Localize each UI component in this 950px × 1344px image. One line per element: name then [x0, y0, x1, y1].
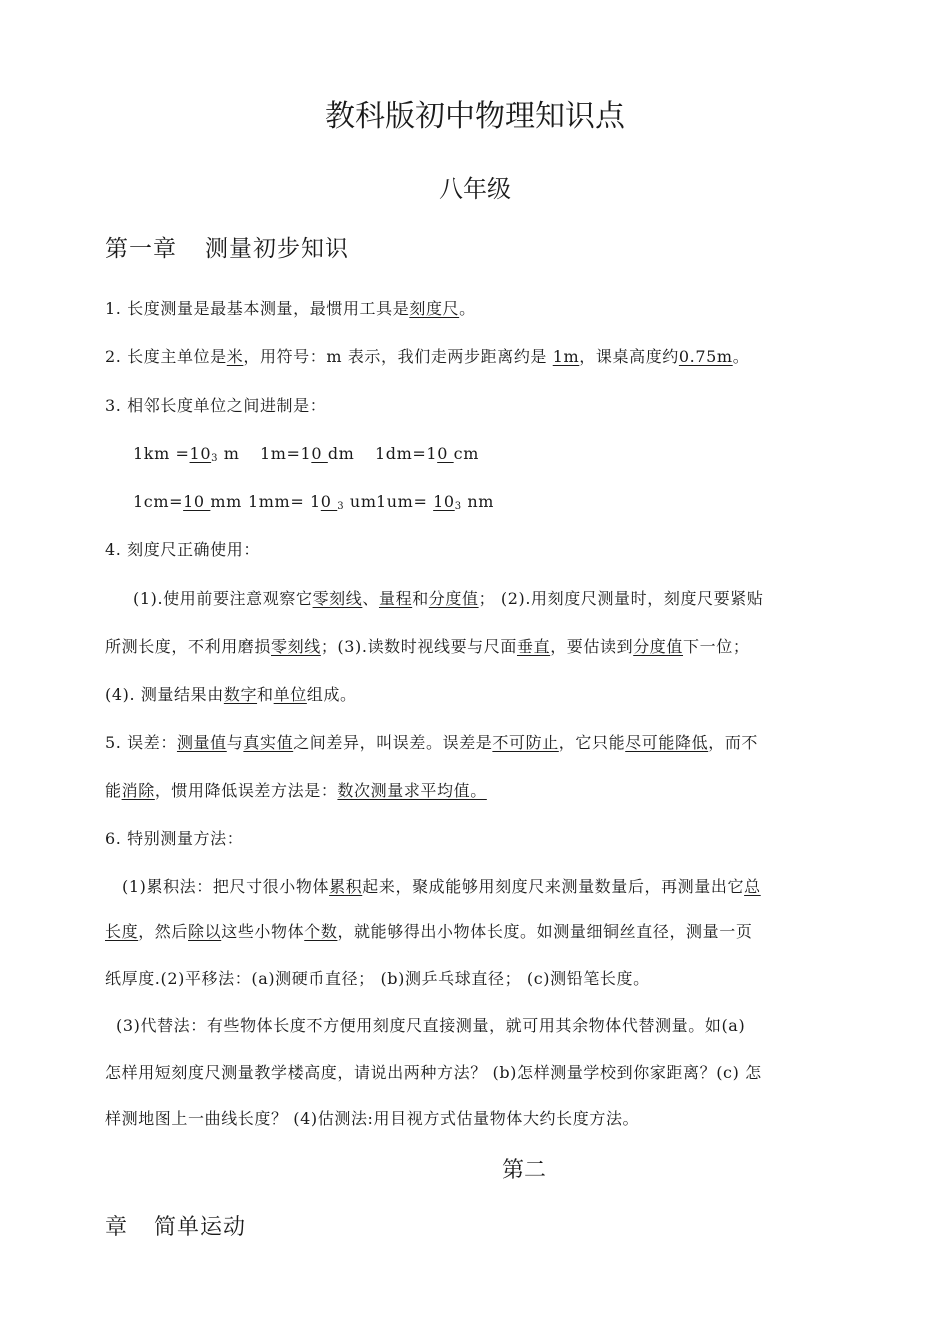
blank-answer: 数字: [223, 685, 258, 704]
chapter-2-heading-continued: [105, 1212, 246, 1244]
conversion-um-nm: [376, 490, 494, 519]
chapter-name: 测量初步知识: [205, 236, 349, 262]
item-1: [105, 297, 476, 321]
conversion-km-m: [133, 442, 260, 471]
text: 。: [732, 347, 750, 366]
text: mm: [210, 492, 242, 511]
conversion-m-dm: [260, 442, 375, 466]
exponent: 3: [454, 501, 462, 512]
text: nm: [461, 492, 495, 511]
text: (4). 测量结果由: [105, 685, 224, 704]
exponent: 3: [337, 501, 345, 512]
text: 1. 长度测量是最基本测量，最惯用工具是: [105, 299, 410, 318]
item-5-line-2: [105, 779, 487, 803]
blank-answer: 刻度尺: [409, 299, 460, 318]
blank-answer: 不可防止: [492, 733, 559, 752]
item-6-line-1: [122, 875, 761, 899]
text: (1).使用前要注意观察它: [133, 589, 313, 608]
unit-conversions-row-2: [133, 490, 494, 519]
text: ； (2).用刻度尺测量时，刻度尺要紧贴: [478, 589, 764, 608]
item-4-line-2: [105, 635, 749, 659]
text: 1cm=: [133, 492, 184, 511]
blank-answer: 个数: [304, 922, 338, 941]
blank-answer: 累积: [329, 877, 363, 896]
text: ，而不: [708, 733, 759, 752]
blank-answer: 米: [226, 347, 244, 366]
text: (1)累积法：把尺寸很小物体: [122, 877, 330, 896]
text: 4. 刻度尺正确使用：: [105, 540, 260, 559]
text: 1mm= 1: [248, 492, 321, 511]
text: 起来，聚成能够用刻度尺来测量数量后，再测量出它: [362, 877, 745, 896]
text: ，用符号：m 表示，我们走两步距离约是: [243, 347, 553, 366]
text: 2. 长度主单位是: [105, 347, 227, 366]
blank-answer: 分度值: [633, 637, 684, 656]
blank-answer: 零刻线: [312, 589, 363, 608]
chapter-1-heading: [105, 232, 349, 266]
text: 5. 误差：: [105, 733, 177, 752]
conversion-dm-cm: [375, 442, 479, 466]
blank-answer: 总: [744, 877, 761, 896]
blank-answer: 10: [189, 444, 212, 463]
chapter-number: 第一章: [105, 236, 177, 262]
item-6: [105, 827, 243, 851]
text: 1dm=1: [375, 444, 438, 463]
blank-answer: 0.75m: [678, 347, 733, 366]
item-3: [105, 394, 326, 418]
doc-title: 教科版初中物理知识点: [325, 99, 625, 134]
item-6-line-5: [105, 1061, 762, 1085]
text: 3. 相邻长度单位之间进制是：: [105, 396, 327, 415]
chapter-2-heading-part: 第二: [502, 1158, 547, 1183]
item-4-line-1: [133, 587, 763, 611]
grade-heading: 八年级: [439, 175, 511, 203]
text: ，然后: [138, 922, 189, 941]
text: ；(3).读数时视线要与尺面: [320, 637, 517, 656]
blank-answer: 测量值: [176, 733, 227, 752]
text: 与: [226, 733, 244, 752]
blank-answer: 10: [183, 492, 211, 511]
text: ，它只能: [558, 733, 626, 752]
text: 能: [105, 781, 122, 800]
blank-answer: 单位: [273, 685, 307, 704]
text: 1km =: [133, 444, 190, 463]
text: 下一位；: [683, 637, 750, 656]
text: 6. 特别测量方法：: [105, 829, 244, 848]
text: ，要估读到: [550, 637, 634, 656]
text: 1m=1: [260, 444, 312, 463]
item-6-line-6: [105, 1107, 639, 1131]
text: m: [218, 444, 240, 463]
text: cm: [453, 444, 479, 463]
chapter-name: 简单运动: [154, 1215, 247, 1240]
item-6-line-2: [105, 920, 752, 944]
blank-answer: 垂直: [516, 637, 551, 656]
text: 纸厚度.(2)平移法：(a)测硬币直径； (b)测乒乓球直径； (c)测铅笔长度。: [105, 969, 650, 988]
blank-answer: 数次测量求平均值。: [337, 781, 487, 800]
blank-answer: 0: [320, 492, 338, 511]
text: (3)代替法：有些物体长度不方便用刻度尺直接测量，就可用其余物体代替测量。如(a): [116, 1016, 746, 1035]
text: ，课桌高度约: [579, 347, 679, 366]
blank-answer: 量程: [378, 589, 413, 608]
text: 组成。: [306, 685, 357, 704]
blank-answer: 1m: [552, 347, 580, 366]
text: ，就能够得出小物体长度。如测量细铜丝直径，测量一页: [337, 922, 753, 941]
item-6-line-3: [105, 967, 650, 991]
chapter-number: 章: [105, 1215, 129, 1240]
text: 和: [257, 685, 274, 704]
text: 1um=: [376, 492, 434, 511]
item-6-line-4: [116, 1014, 745, 1038]
text: 。: [459, 299, 476, 318]
text: dm: [327, 444, 355, 463]
text: 和: [412, 589, 429, 608]
text: 样测地图上一曲线长度？ (4)估测法:用目视方式估量物体大约长度方法。: [105, 1109, 640, 1128]
blank-answer: 尽可能降低: [625, 733, 709, 752]
blank-answer: 消除: [121, 781, 155, 800]
item-4-line-3: [105, 683, 357, 707]
item-4: [105, 538, 260, 562]
blank-answer: 除以: [188, 922, 222, 941]
conversion-cm-mm: [133, 490, 248, 514]
exponent: 3: [211, 453, 219, 464]
text: 所测长度，不利用磨损: [105, 637, 272, 656]
blank-answer: 分度值: [428, 589, 479, 608]
item-5-line-1: [105, 731, 758, 755]
blank-answer: 0: [437, 444, 454, 463]
blank-answer: 零刻线: [271, 637, 321, 656]
unit-conversions-row-1: [133, 442, 479, 471]
text: 之间差异，叫误差。误差是: [293, 733, 493, 752]
blank-answer: 长度: [105, 922, 139, 941]
text: 怎样用短刻度尺测量教学楼高度，请说出两种方法？ (b)怎样测量学校到你家距离？(c) 怎: [105, 1063, 762, 1082]
blank-answer: 真实值: [243, 733, 294, 752]
blank-answer: 10: [433, 492, 455, 511]
blank-answer: 0: [311, 444, 328, 463]
text: 、: [362, 589, 379, 608]
conversion-mm-um: [248, 490, 376, 519]
text: ，惯用降低误差方法是：: [154, 781, 338, 800]
text: um: [344, 492, 377, 511]
item-2: [105, 345, 749, 369]
text: 这些小物体: [221, 922, 305, 941]
